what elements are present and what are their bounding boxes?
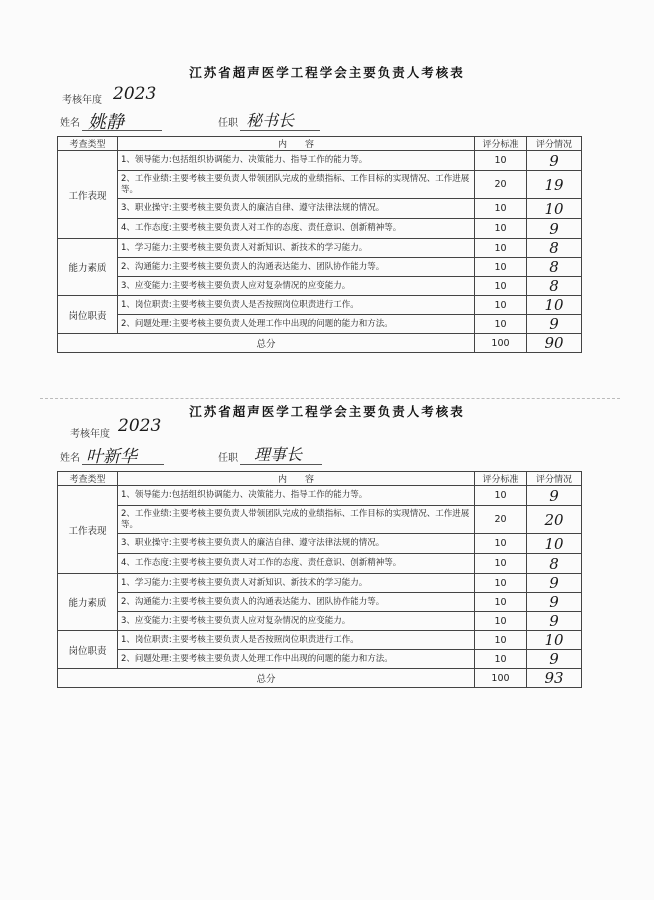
year-value-handwritten: 2023 xyxy=(118,416,162,436)
row-score-handwritten: 9 xyxy=(527,593,582,612)
position-value-handwritten: 理事长 xyxy=(254,445,303,464)
table-row xyxy=(58,315,582,334)
header-content: 内 容 xyxy=(118,137,475,151)
row-score-handwritten: 9 xyxy=(527,574,582,593)
row-score-handwritten: 9 xyxy=(527,151,582,171)
row-score-handwritten: 10 xyxy=(527,534,582,554)
row-content: 4、工作态度:主要考核主要负责人对工作的态度、责任意识、创新精神等。 xyxy=(118,219,475,239)
category-ability: 能力素质 xyxy=(58,574,118,631)
row-content: 1、学习能力:主要考核主要负责人对新知识、新技术的学习能力。 xyxy=(118,574,475,593)
table-row xyxy=(58,534,582,554)
row-content: 2、问题处理:主要考核主要负责人处理工作中出现的问题的能力和方法。 xyxy=(118,315,475,334)
row-score-handwritten: 9 xyxy=(527,315,582,334)
header-score: 评分情况 xyxy=(527,472,582,486)
name-label: 姓名 xyxy=(60,118,80,129)
table-header-row xyxy=(58,472,582,486)
row-standard: 10 xyxy=(475,258,527,277)
row-standard: 20 xyxy=(475,506,527,534)
total-label: 总分 xyxy=(58,334,475,353)
total-standard: 100 xyxy=(475,334,527,353)
position-underline xyxy=(240,464,322,465)
form-title: 江苏省超声医学工程学会主要负责人考核表 xyxy=(189,65,465,80)
row-standard: 10 xyxy=(475,554,527,574)
total-label: 总分 xyxy=(58,669,475,688)
row-score-handwritten: 9 xyxy=(527,612,582,631)
row-standard: 10 xyxy=(475,593,527,612)
assessment-table xyxy=(57,136,582,353)
row-content: 3、职业操守:主要考核主要负责人的廉洁自律、遵守法律法规的情况。 xyxy=(118,534,475,554)
table-row xyxy=(58,239,582,258)
row-standard: 20 xyxy=(475,171,527,199)
form-title: 江苏省超声医学工程学会主要负责人考核表 xyxy=(189,404,465,419)
header-standard: 评分标准 xyxy=(475,137,527,151)
row-score-handwritten: 8 xyxy=(527,239,582,258)
position-label: 任职 xyxy=(218,453,238,464)
row-score-handwritten: 8 xyxy=(527,554,582,574)
row-standard: 10 xyxy=(475,315,527,334)
category-work: 工作表现 xyxy=(58,151,118,239)
row-standard: 10 xyxy=(475,631,527,650)
total-standard: 100 xyxy=(475,669,527,688)
row-standard: 10 xyxy=(475,296,527,315)
assessment-form-1 xyxy=(0,0,654,392)
row-standard: 10 xyxy=(475,219,527,239)
table-row xyxy=(58,219,582,239)
row-content: 3、职业操守:主要考核主要负责人的廉洁自律、遵守法律法规的情况。 xyxy=(118,199,475,219)
row-score-handwritten: 8 xyxy=(527,277,582,296)
table-row xyxy=(58,631,582,650)
row-content: 2、问题处理:主要考核主要负责人处理工作中出现的问题的能力和方法。 xyxy=(118,650,475,669)
total-row xyxy=(58,334,582,353)
row-content: 1、岗位职责:主要考核主要负责人是否按照岗位职责进行工作。 xyxy=(118,296,475,315)
header-category: 考查类型 xyxy=(58,137,118,151)
row-standard: 10 xyxy=(475,277,527,296)
row-content: 2、工作业绩:主要考核主要负责人带领团队完成的业绩指标、工作目标的实现情况、工作进展等。 xyxy=(118,506,475,534)
table-header-row xyxy=(58,137,582,151)
table-row xyxy=(58,277,582,296)
table-row xyxy=(58,171,582,199)
table-row xyxy=(58,593,582,612)
position-value-handwritten: 秘书长 xyxy=(246,111,295,130)
table-row xyxy=(58,554,582,574)
name-underline xyxy=(82,464,164,465)
header-standard: 评分标准 xyxy=(475,472,527,486)
row-standard: 10 xyxy=(475,650,527,669)
row-content: 1、岗位职责:主要考核主要负责人是否按照岗位职责进行工作。 xyxy=(118,631,475,650)
row-content: 3、应变能力:主要考核主要负责人应对复杂情况的应变能力。 xyxy=(118,612,475,631)
row-score-handwritten: 10 xyxy=(527,296,582,315)
row-score-handwritten: 9 xyxy=(527,486,582,506)
row-content: 1、领导能力:包括组织协调能力、决策能力、指导工作的能力等。 xyxy=(118,486,475,506)
row-content: 1、领导能力:包括组织协调能力、决策能力、指导工作的能力等。 xyxy=(118,151,475,171)
row-content: 4、工作态度:主要考核主要负责人对工作的态度、责任意识、创新精神等。 xyxy=(118,554,475,574)
row-standard: 10 xyxy=(475,612,527,631)
table-row xyxy=(58,258,582,277)
row-score-handwritten: 10 xyxy=(527,631,582,650)
row-standard: 10 xyxy=(475,486,527,506)
table-row xyxy=(58,296,582,315)
row-content: 2、沟通能力:主要考核主要负责人的沟通表达能力、团队协作能力等。 xyxy=(118,258,475,277)
category-post: 岗位职责 xyxy=(58,296,118,334)
assessment-form-2 xyxy=(0,392,654,712)
row-standard: 10 xyxy=(475,151,527,171)
name-label: 姓名 xyxy=(60,453,80,464)
name-value-handwritten: 姚静 xyxy=(88,112,124,133)
table-row xyxy=(58,199,582,219)
total-row xyxy=(58,669,582,688)
category-ability: 能力素质 xyxy=(58,239,118,296)
row-content: 2、工作业绩:主要考核主要负责人带领团队完成的业绩指标、工作目标的实现情况、工作进展等。 xyxy=(118,171,475,199)
table-row xyxy=(58,506,582,534)
category-work: 工作表现 xyxy=(58,486,118,574)
header-category: 考查类型 xyxy=(58,472,118,486)
year-value-handwritten: 2023 xyxy=(113,84,157,104)
row-score-handwritten: 19 xyxy=(527,171,582,199)
row-standard: 10 xyxy=(475,239,527,258)
row-standard: 10 xyxy=(475,199,527,219)
year-label: 考核年度 xyxy=(70,429,110,440)
row-score-handwritten: 8 xyxy=(527,258,582,277)
year-label: 考核年度 xyxy=(62,95,102,106)
total-score-handwritten: 93 xyxy=(527,669,582,688)
assessment-table xyxy=(57,471,582,688)
header-score: 评分情况 xyxy=(527,137,582,151)
table-row xyxy=(58,151,582,171)
table-row xyxy=(58,486,582,506)
row-score-handwritten: 20 xyxy=(527,506,582,534)
header-content: 内 容 xyxy=(118,472,475,486)
name-underline xyxy=(82,130,162,131)
row-content: 2、沟通能力:主要考核主要负责人的沟通表达能力、团队协作能力等。 xyxy=(118,593,475,612)
name-value-handwritten: 叶新华 xyxy=(86,447,137,467)
table-row xyxy=(58,612,582,631)
position-underline xyxy=(240,130,320,131)
row-score-handwritten: 9 xyxy=(527,650,582,669)
row-content: 3、应变能力:主要考核主要负责人应对复杂情况的应变能力。 xyxy=(118,277,475,296)
category-post: 岗位职责 xyxy=(58,631,118,669)
row-score-handwritten: 10 xyxy=(527,199,582,219)
total-score-handwritten: 90 xyxy=(527,334,582,353)
row-standard: 10 xyxy=(475,534,527,554)
table-row xyxy=(58,650,582,669)
row-content: 1、学习能力:主要考核主要负责人对新知识、新技术的学习能力。 xyxy=(118,239,475,258)
table-row xyxy=(58,574,582,593)
row-standard: 10 xyxy=(475,574,527,593)
position-label: 任职 xyxy=(218,118,238,129)
row-score-handwritten: 9 xyxy=(527,219,582,239)
